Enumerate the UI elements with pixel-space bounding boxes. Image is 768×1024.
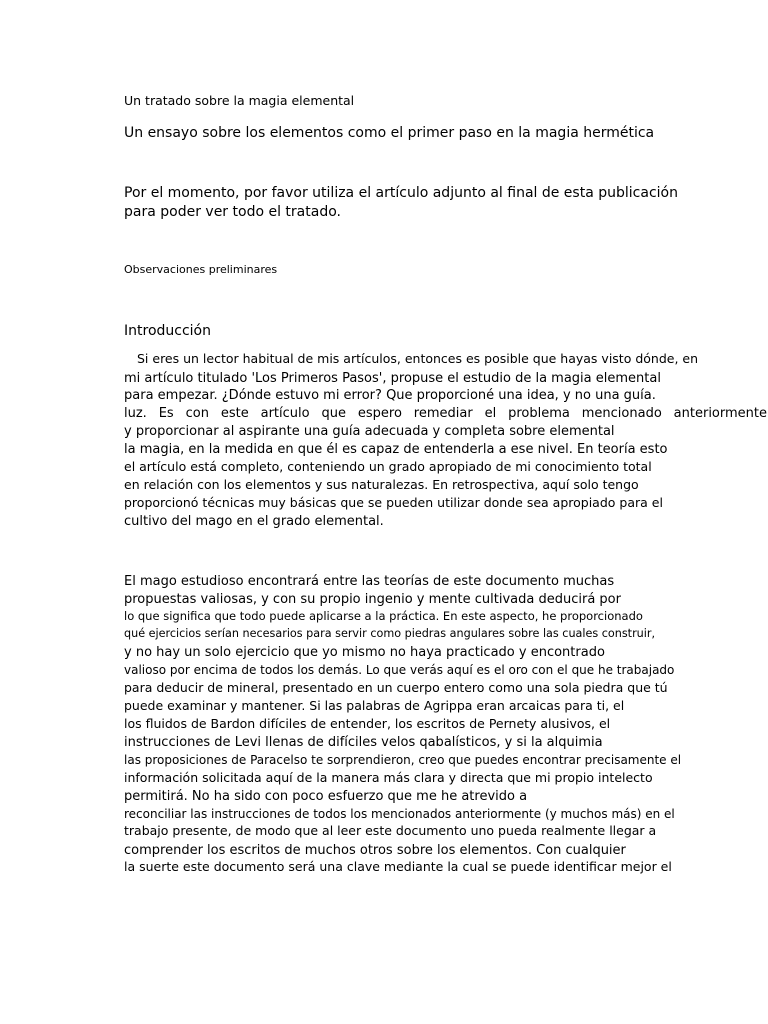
body-line: El mago estudioso encontrará entre las teorías de este documento muchas [124,574,615,589]
intro-line: el artículo está completo, conteniendo un grado apropiado de mi conocimiento total [124,459,652,474]
intro-line: cultivo del mago en el grado elemental. [124,514,384,529]
intro-line: Si eres un lector habitual de mis artículos, entonces es posible que hayas visto dónde, en [137,351,699,366]
intro-line: en relación con los elementos y sus naturalezas. En retrospectiva, aquí solo tengo [124,477,639,492]
body-line: y no hay un solo ejercicio que yo mismo no haya practicado y encontrado [124,645,605,660]
body-line: permitirá. No ha sido con poco esfuerzo que me he atrevido a [124,789,528,804]
notice-line: para poder ver todo el tratado. [124,204,341,220]
intro-line: para empezar. ¿Dónde estuvo mi error? Que proporcioné una idea, y no una guía. [124,388,656,403]
notice-line: Por el momento, por favor utiliza el artículo adjunto al final de esta publicación [124,185,678,201]
intro-heading: Introducción [124,323,211,339]
preliminary-heading: Observaciones preliminares [124,263,278,276]
body-line: las proposiciones de Paracelso te sorprendieron, creo que puedes encontrar precisamente el [124,753,682,767]
body-line: lo que significa que todo puede aplicarse a la práctica. En este aspecto, he proporcionado [124,609,643,623]
intro-line: luz. Es con este artículo que espero remediar el problema mencionado anteriormente [124,406,767,421]
body-line: valioso por encima de todos los demás. Lo que verás aquí es el oro con el que he trabajado [124,663,675,677]
body-line: los fluidos de Bardon difíciles de entender, los escritos de Pernety alusivos, el [124,716,611,731]
body-line: qué ejercicios serían necesarios para servir como piedras angulares sobre las cuales construir, [124,627,656,640]
intro-line: mi artículo titulado 'Los Primeros Pasos', propuse el estudio de la magia elemental [124,371,661,386]
body-line: comprender los escritos de muchos otros sobre los elementos. Con cualquier [124,843,626,858]
body-line: propuestas valiosas, y con su propio ingenio y mente cultivada deducirá por [124,592,621,607]
body-line: información solicitada aquí de la manera más clara y directa que mi propio intelecto [124,770,653,785]
body-line: instrucciones de Levi llenas de difíciles velos qabalísticos, y si la alquimia [124,735,603,750]
intro-line: la magia, en la medida en que él es capaz de entenderla a ese nivel. En teoría esto [124,442,668,457]
body-line: para deducir de mineral, presentado en un cuerpo entero como una sola piedra que tú [124,680,668,695]
document-subtitle: Un ensayo sobre los elementos como el primer paso en la magia hermética [124,125,655,141]
body-line: puede examinar y mantener. Si las palabras de Agrippa eran arcaicas para ti, el [124,698,625,713]
body-line: la suerte este documento será una clave mediante la cual se puede identificar mejor el [124,859,672,874]
intro-line: y proporcionar al aspirante una guía adecuada y completa sobre elemental [124,424,615,439]
body-line: reconciliar las instrucciones de todos los mencionados anteriormente (y muchos más) en el [124,807,675,821]
intro-line: proporcionó técnicas muy básicas que se pueden utilizar donde sea apropiado para el [124,495,663,510]
body-line: trabajo presente, de modo que al leer este documento uno pueda realmente llegar a [124,823,657,838]
document-title: Un tratado sobre la magia elemental [124,93,355,108]
